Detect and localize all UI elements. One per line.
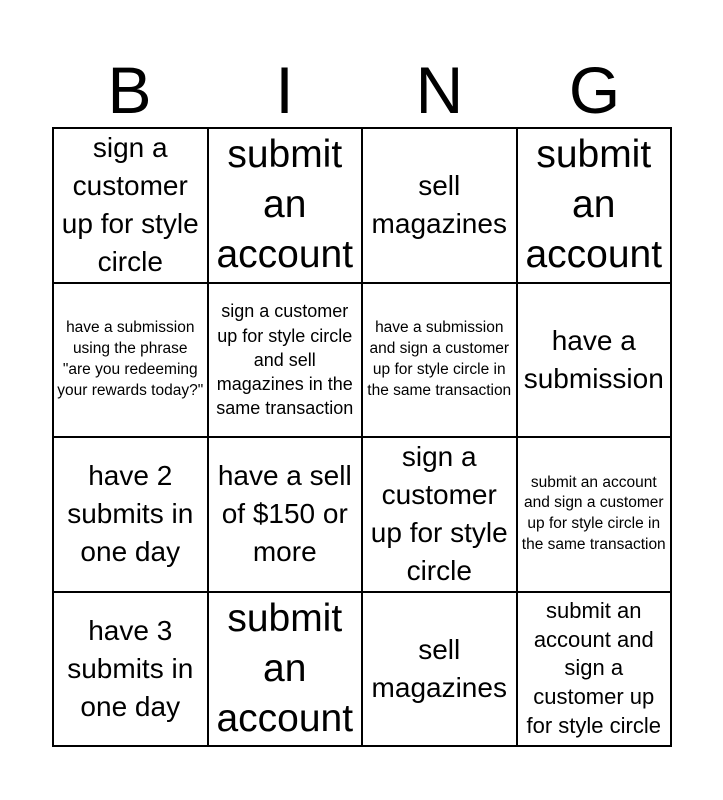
bingo-cell-r1c3[interactable]: [363, 129, 518, 284]
bingo-header: [52, 52, 672, 128]
bingo-cell-text: have a sell of $150 or more: [217, 460, 352, 568]
bingo-cell-text: submit an account: [216, 596, 354, 740]
bingo-board: [52, 127, 672, 747]
bingo-cell-r2c2[interactable]: [209, 284, 364, 439]
header-letter-b: B: [107, 53, 152, 127]
header-letter-n: N: [415, 53, 464, 127]
bingo-cell-text: submit an account and sign a customer up for style circle: [526, 598, 661, 738]
bingo-cell-r3c4[interactable]: [518, 438, 673, 593]
bingo-cell-text: submit an account: [525, 133, 663, 277]
bingo-cell-text: have a submission and sign a customer up for style circle in the same transaction: [367, 319, 512, 399]
bingo-cell-text: sign a customer up for style circle: [61, 132, 199, 278]
bingo-cell-text: have a submission: [523, 324, 664, 394]
bingo-cell-r4c3[interactable]: [363, 593, 518, 748]
bingo-cell-r2c3[interactable]: [363, 284, 518, 439]
header-letter-g: G: [568, 53, 621, 127]
bingo-cell-text: sell magazines: [371, 633, 507, 703]
bingo-cell-r1c4[interactable]: [518, 129, 673, 284]
bingo-cell-r2c4[interactable]: [518, 284, 673, 439]
bingo-cell-text: have a submission using the phrase "are you redeeming your rewards today?": [57, 319, 204, 399]
bingo-cell-text: sign a customer up for style circle and sell magazines in the same transaction: [216, 301, 354, 418]
bingo-cell-r4c2[interactable]: [209, 593, 364, 748]
bingo-cell-r4c1[interactable]: [54, 593, 209, 748]
bingo-cell-text: sign a customer up for style circle: [370, 441, 508, 587]
header-letter-i: I: [275, 53, 294, 127]
bingo-cell-r3c2[interactable]: [209, 438, 364, 593]
bingo-cell-r3c3[interactable]: [363, 438, 518, 593]
bingo-cell-text: have 3 submits in one day: [67, 614, 194, 722]
bingo-cell-text: have 2 submits in one day: [67, 460, 194, 568]
bingo-cell-r2c1[interactable]: [54, 284, 209, 439]
bingo-cell-r1c1[interactable]: [54, 129, 209, 284]
bingo-cell-text: submit an account and sign a customer up for style circle in the same transaction: [521, 473, 666, 554]
bingo-cell-text: sell magazines: [371, 170, 507, 240]
bingo-cell-text: submit an account: [216, 133, 354, 277]
bingo-cell-r1c2[interactable]: [209, 129, 364, 284]
bingo-cell-r4c4[interactable]: [518, 593, 673, 748]
bingo-cell-r3c1[interactable]: [54, 438, 209, 593]
